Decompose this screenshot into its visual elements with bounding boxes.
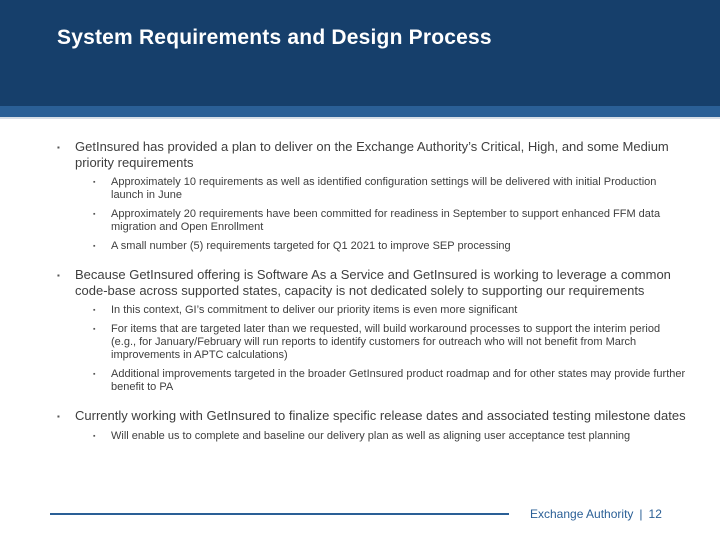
bullet-level2 — [57, 368, 687, 394]
bullet-icon: ▪ — [93, 326, 96, 333]
header-stripe — [0, 106, 720, 117]
bullet-text: Additional improvements targeted in the broader GetInsured product roadmap and for other states may provide further benefit to PA — [111, 368, 686, 393]
bullet-text: Because GetInsured offering is Software As a Service and GetInsured is working to leverage a common code-base across supported states, capacity is not dedicated solely to supporting our requirements — [75, 267, 671, 298]
bullet-icon: ▪ — [93, 211, 96, 218]
bullet-text: GetInsured has provided a plan to deliver on the Exchange Authority’s Critical, High, and some Medium priority requirements — [75, 139, 669, 170]
bullet-icon: ▪ — [57, 143, 60, 152]
footer-separator: | — [639, 507, 643, 521]
bullet-level2 — [57, 430, 687, 443]
bullet-icon: ▪ — [93, 307, 96, 314]
header-divider — [0, 117, 720, 119]
bullet-icon: ▪ — [93, 179, 96, 186]
footer-rule — [50, 513, 509, 515]
slide-title: System Requirements and Design Process — [57, 26, 492, 49]
bullet-level2 — [57, 176, 687, 202]
bullet-icon: ▪ — [93, 243, 96, 250]
slide-body — [57, 139, 687, 449]
bullet-text: Currently working with GetInsured to finalize specific release dates and associated testing milestone dates — [75, 408, 686, 423]
footer — [530, 507, 662, 521]
bullet-text: Approximately 20 requirements have been committed for readiness in September to support enhanced FFM data migration and Open Enrollment — [111, 208, 661, 233]
bullet-level1 — [57, 139, 687, 170]
bullet-text: A small number (5) requirements targeted for Q1 2021 to improve SEP processing — [111, 240, 511, 252]
page-number: 12 — [648, 507, 662, 521]
bullet-level1 — [57, 408, 687, 424]
bullet-level2 — [57, 208, 687, 234]
bullet-text: In this context, GI’s commitment to deliver our priority items is even more significant — [111, 304, 518, 316]
bullet-text: Approximately 10 requirements as well as identified configuration settings will be delivered with initial Production launch in June — [111, 176, 657, 201]
bullet-level2 — [57, 323, 687, 362]
footer-org: Exchange Authority — [530, 507, 634, 521]
bullet-level2 — [57, 240, 687, 253]
header-band — [0, 0, 720, 106]
bullet-text: Will enable us to complete and baseline our delivery plan as well as aligning user acceptance test planning — [111, 429, 631, 442]
bullet-level1 — [57, 267, 687, 298]
bullet-icon: ▪ — [93, 432, 96, 440]
bullet-icon: ▪ — [57, 271, 60, 280]
bullet-icon: ▪ — [93, 371, 96, 378]
bullet-icon: ▪ — [57, 412, 60, 421]
bullet-level2 — [57, 304, 687, 317]
bullet-text: For items that are targeted later than we requested, will build workaround processes to support the interim period (e.g., for January/February will run reports to identify customers for outreach who will not benefit from March improvements in APTC calculations) — [111, 323, 661, 361]
